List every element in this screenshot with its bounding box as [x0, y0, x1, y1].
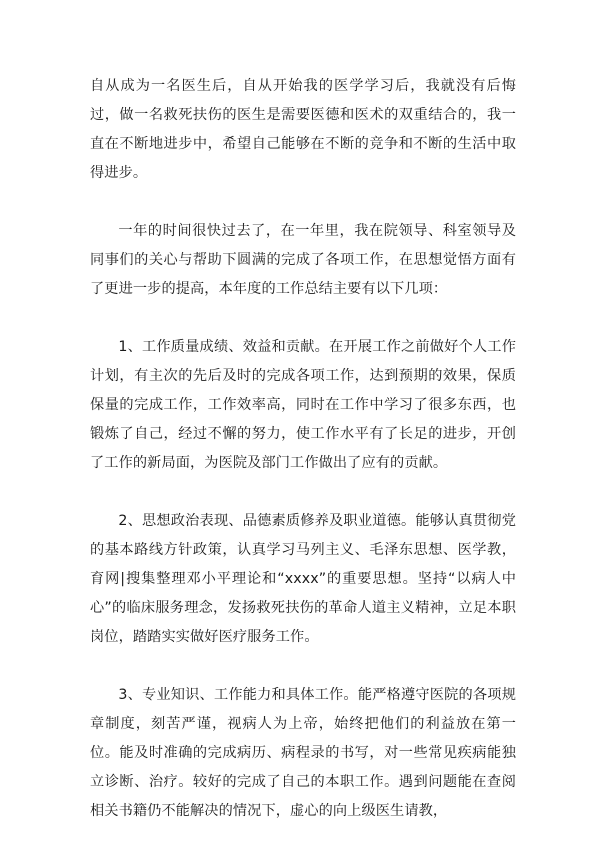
paragraph-intro: 自从成为一名医生后，自从开始我的医学学习后，我就没有后悔过，做一名救死扶伤的医生是需要医德和医术的双重结合的，我一直在不断地进步中，希望自己能够在不断的竞争和不断的生活中取得进步。 — [90, 78, 516, 181]
paragraph-item-3: 3、专业知识、工作能力和具体工作。能严格遵守医院的各项规章制度，刻苦严谨，视病人为上帝，始终把他们的利益放在第一位。能及时准确的完成病历、病程录的书写，对一些常见疾病能独立诊断、治疗。较好的完成了自己的本职工作。遇到问题能在查阅相关书籍仍不能解决的情况下，虚心的向上级医生请教， — [90, 687, 516, 819]
document-body — [90, 72, 516, 826]
paragraph-spacer — [90, 304, 516, 333]
paragraph-item-1: 1、工作质量成绩、效益和贡献。在开展工作之前做好个人工作计划，有主次的先后及时的完成各项工作，达到预期的效果，保质保量的完成工作，工作效率高，同时在工作中学习了很多东西，也锻炼了自己，经过不懈的努力，使工作水平有了长足的进步，开创了工作的新局面，为医院及部门工作做出了应有的贡献。 — [90, 339, 516, 471]
paragraph-spacer — [90, 188, 516, 217]
paragraph-item-2: 2、思想政治表现、品德素质修养及职业道德。能够认真贯彻党的基本路线方针政策，认真学习马列主义、毛泽东思想、医学教，育网|搜集整理邓小平理论和“xxxx”的重要思想。坚持“以病人中心”的临床服务理念，发扬救死扶伤的革命人道主义精神，立足本职岗位，踏踏实实做好医疗服务工作。 — [90, 513, 516, 645]
paragraph-overview: 一年的时间很快过去了，在一年里，我在院领导、科室领导及同事们的关心与帮助下圆满的完成了各项工作，在思想觉悟方面有了更进一步的提高，本年度的工作总结主要有以下几项： — [90, 223, 516, 297]
paragraph-spacer — [90, 478, 516, 507]
paragraph-spacer — [90, 652, 516, 681]
